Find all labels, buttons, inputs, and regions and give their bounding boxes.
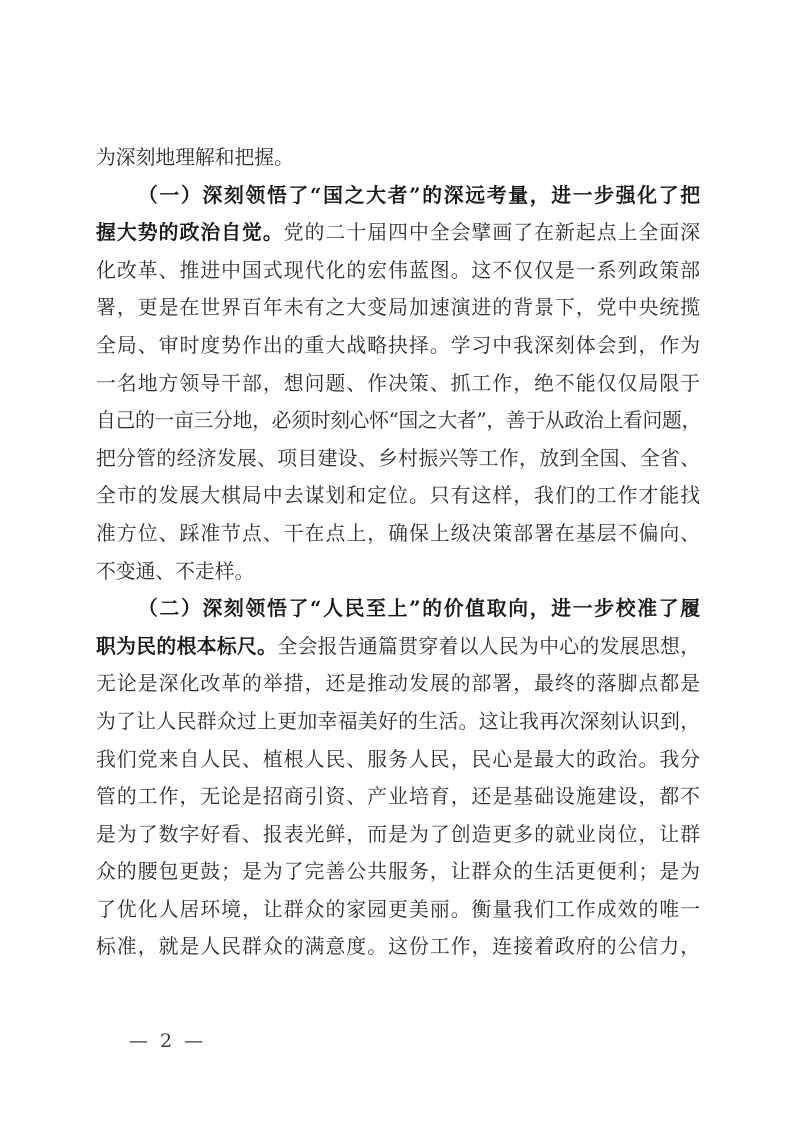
body-text-run: 无论是深化改革的举措，还是推动发展的部署，最终的落脚点都是 (96, 672, 700, 696)
text-line (96, 553, 700, 591)
text-line (96, 365, 700, 403)
body-text-run: 准方位、踩准节点、干在点上，确保上级决策部署在基层不偏向、 (96, 521, 700, 545)
text-line (96, 778, 700, 816)
heading-text-run: （二）深刻领悟了“人民至上”的价值取向，进一步校准了履 (138, 596, 700, 621)
body-text-run: 标准，就是人民群众的满意度。这份工作，连接着政府的公信力， (96, 935, 700, 959)
body-text-run: 全局、审时度势作出的重大战略抉择。学习中我深刻体会到，作为 (96, 333, 700, 357)
heading-text-run: 握大势的政治自觉。 (96, 220, 284, 245)
body-text-run: 一名地方领导干部，想问题、作决策、抓工作，绝不能仅仅局限于 (96, 371, 700, 395)
body-text-run: 为深刻地理解和把握。 (96, 146, 294, 169)
text-line (96, 891, 700, 929)
body-text-run: 为了让人民群众过上更加幸福美好的生活。这让我再次深刻认识到， (96, 709, 700, 733)
document-body (96, 139, 700, 966)
text-line (96, 665, 700, 703)
text-line (96, 515, 700, 553)
body-text-run: 化改革、推进中国式现代化的宏伟蓝图。这不仅仅是一系列政策部 (96, 258, 700, 282)
body-text-run: 自己的一亩三分地，必须时刻心怀“国之大者”，善于从政治上看问题， (96, 409, 700, 433)
text-line (96, 741, 700, 779)
text-line (96, 214, 700, 252)
text-line (96, 402, 700, 440)
body-text-run: 全会报告通篇贯穿着以人民为中心的发展思想， (277, 634, 700, 658)
text-line (96, 628, 700, 666)
page-number: — 2 — (129, 1030, 207, 1052)
body-text-run: 是为了数字好看、报表光鲜，而是为了创造更多的就业岗位，让群 (96, 822, 700, 846)
text-line (96, 816, 700, 854)
body-text-run: 管的工作，无论是招商引资、产业培育，还是基础设施建设，都不 (96, 785, 700, 809)
paragraph-continuation-body (96, 139, 700, 177)
text-line (96, 327, 700, 365)
text-line (96, 139, 700, 177)
text-line (96, 928, 700, 966)
text-line (96, 853, 700, 891)
text-line (96, 440, 700, 478)
heading-text-run: （一）深刻领悟了“国之大者”的深远考量，进一步强化了把 (138, 182, 700, 207)
text-line (96, 590, 700, 628)
body-text-run: 众的腰包更鼓；是为了完善公共服务，让群众的生活更便利；是为 (96, 860, 700, 884)
body-text-run: 不变通、不走样。 (96, 559, 255, 583)
text-line (96, 177, 700, 215)
text-line (96, 703, 700, 741)
text-line (96, 252, 700, 290)
body-text-run: 署，更是在世界百年未有之大变局加速演进的背景下，党中央统揽 (96, 296, 700, 320)
paragraph-section-two (96, 590, 700, 966)
text-line (96, 289, 700, 327)
body-text-run: 党的二十届四中全会擘画了在新起点上全面深 (283, 221, 700, 245)
body-text-run: 我们党来自人民、植根人民、服务人民，民心是最大的政治。我分 (96, 747, 700, 771)
body-text-run: 了优化人居环境，让群众的家园更美丽。衡量我们工作成效的唯一 (96, 897, 700, 921)
heading-text-run: 职为民的根本标尺。 (96, 633, 278, 658)
body-text-run: 全市的发展大棋局中去谋划和定位。只有这样，我们的工作才能找 (96, 484, 700, 508)
body-text-run: 把分管的经济发展、项目建设、乡村振兴等工作，放到全国、全省、 (96, 446, 700, 470)
paragraph-section-one (96, 177, 700, 591)
text-line (96, 477, 700, 515)
